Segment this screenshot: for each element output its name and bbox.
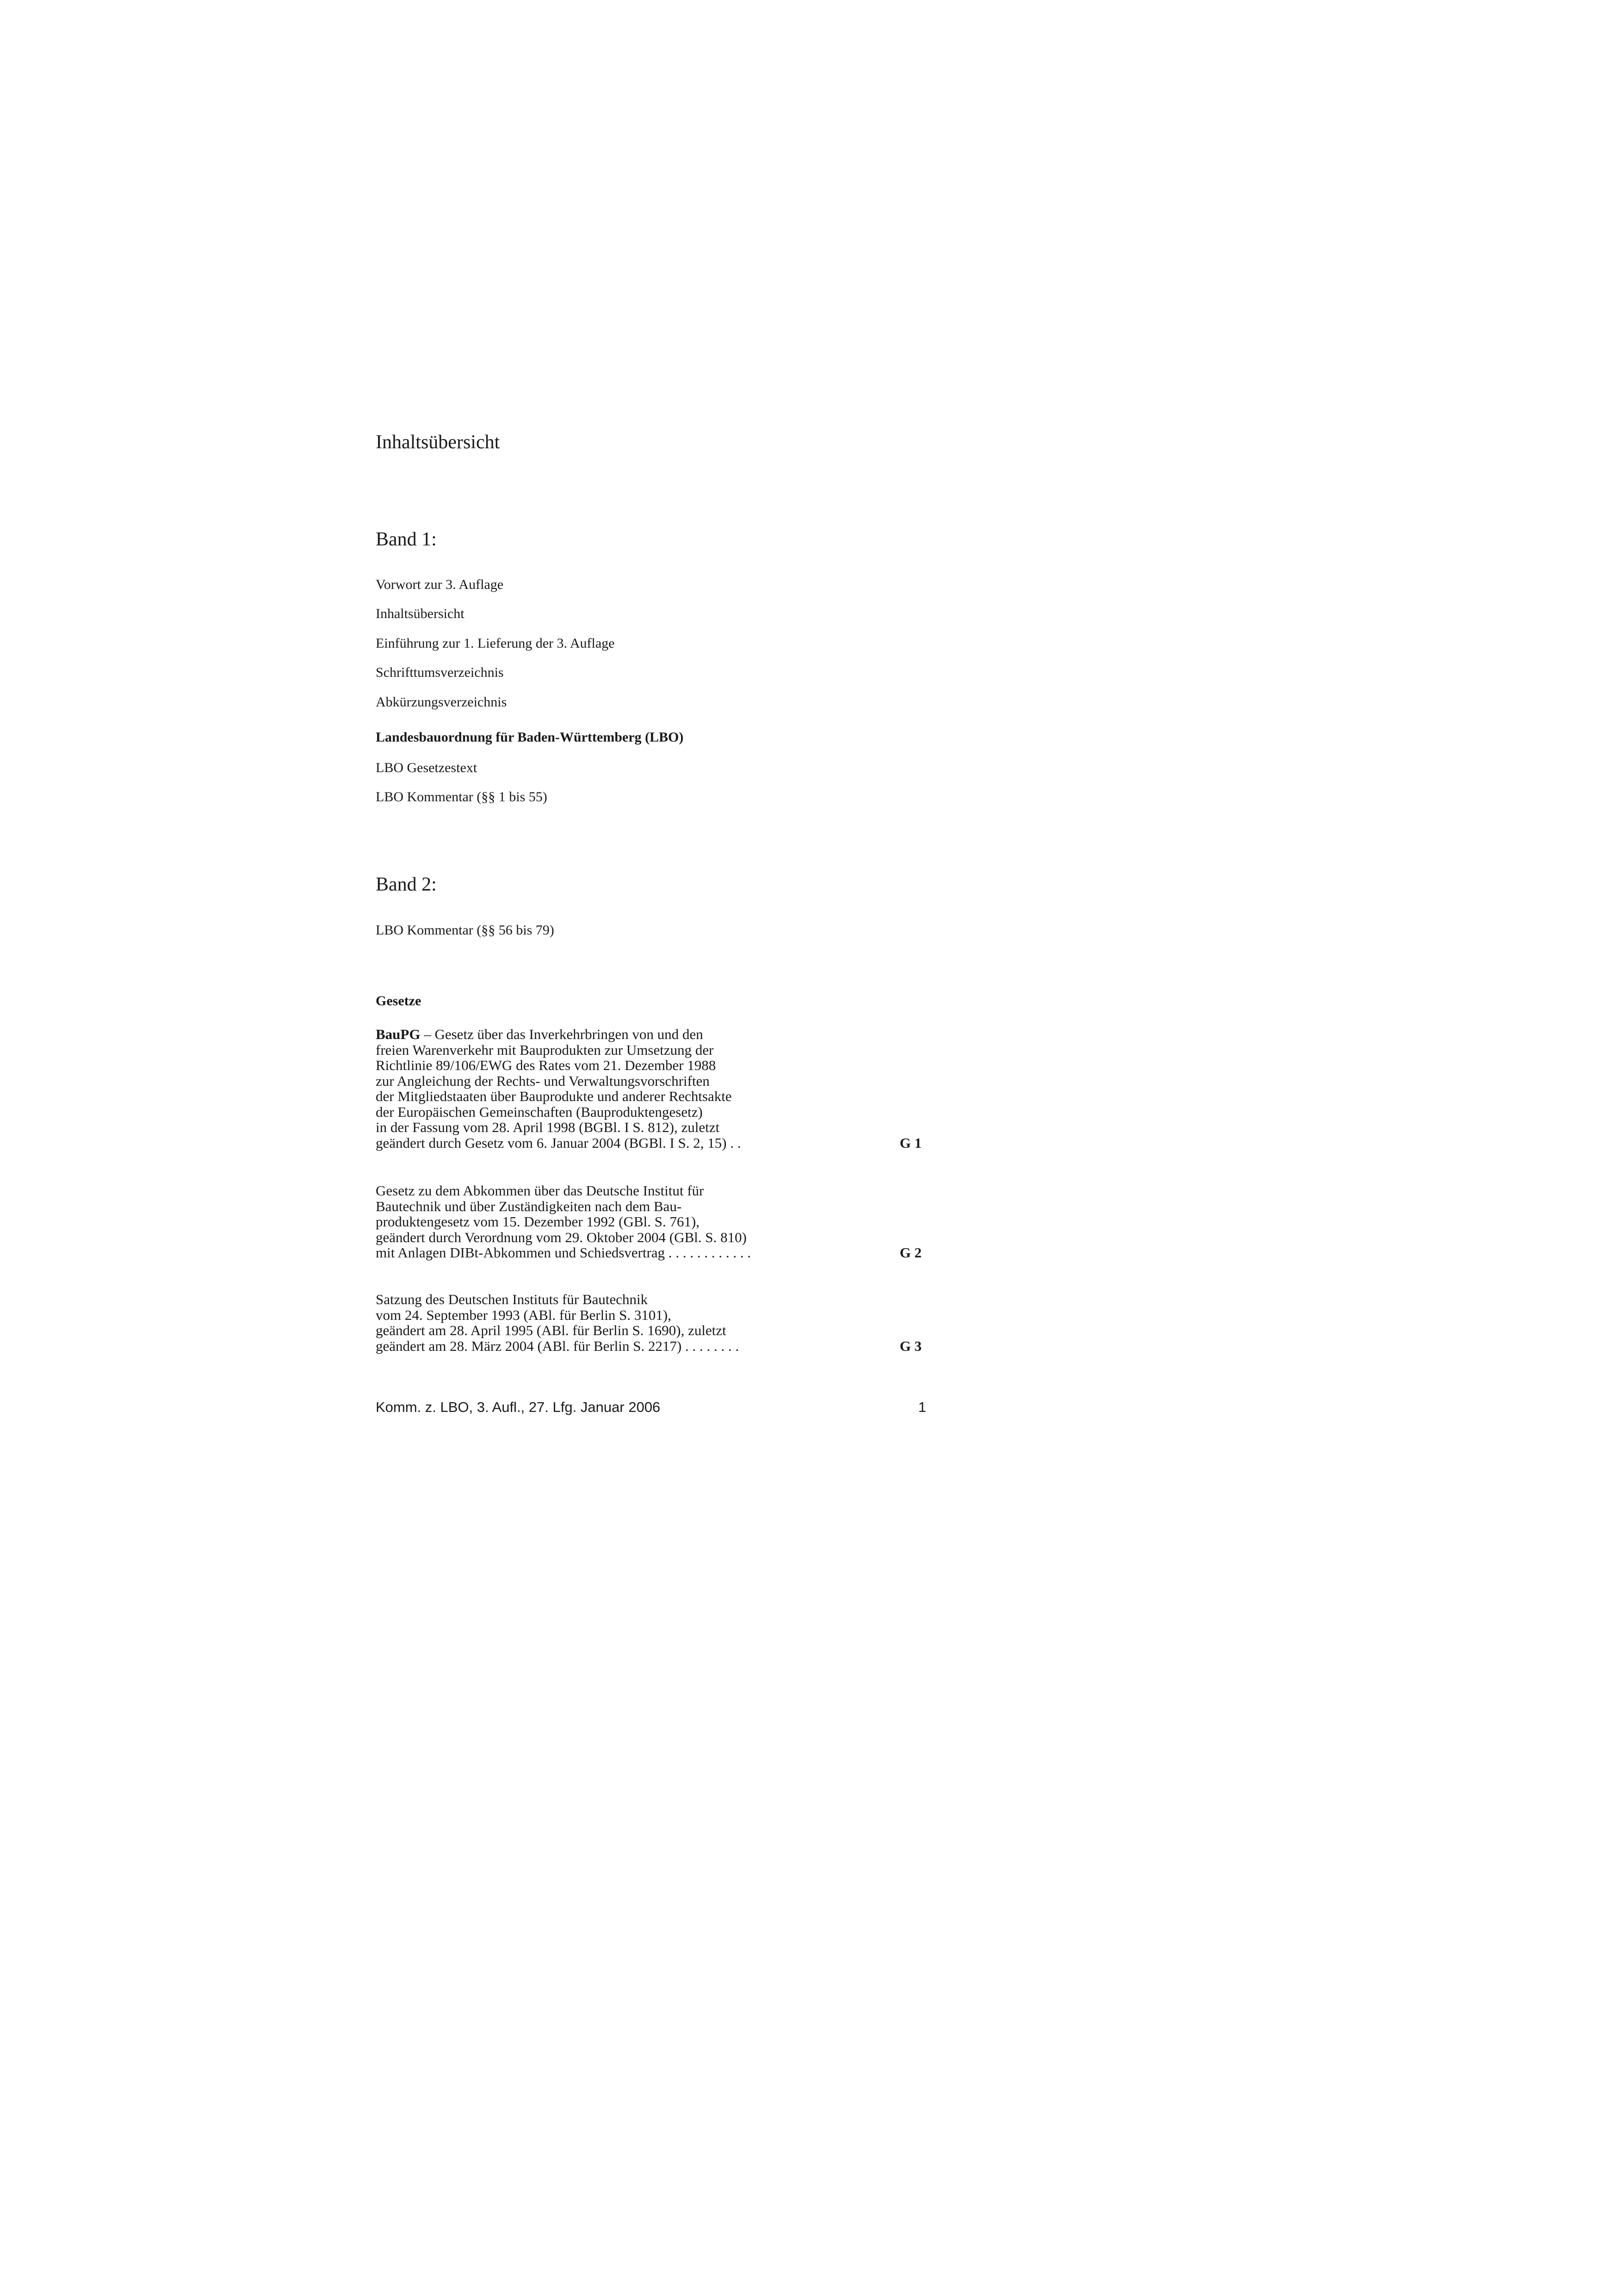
entry-line-text: – Gesetz über das Inverkehrbringen von und den <box>420 1026 703 1042</box>
entry-line <box>376 1135 922 1151</box>
page-number: 1 <box>918 1399 926 1415</box>
entry-line-text: geändert durch Gesetz vom 6. Januar 2004 (BGBl. I S. 2, 15) . . <box>376 1134 741 1151</box>
toc-item: Einführung zur 1. Lieferung der 3. Auflage <box>376 636 615 651</box>
entry-reference: G 3 <box>899 1337 922 1354</box>
toc-item: LBO Kommentar (§§ 1 bis 55) <box>376 789 547 805</box>
toc-item: LBO Gesetzestext <box>376 760 477 775</box>
toc-item: Schrifttumsverzeichnis <box>376 665 504 680</box>
document-page <box>376 0 926 2296</box>
entry-line: Bautechnik und über Zuständigkeiten nach dem Bau- <box>376 1198 682 1214</box>
entry-line <box>376 1027 922 1042</box>
toc-item: LBO Kommentar (§§ 56 bis 79) <box>376 922 554 938</box>
entry-line: zur Angleichung der Rechts- und Verwaltungsvorschriften <box>376 1072 710 1089</box>
entry-line: produktengesetz vom 15. Dezember 1992 (GBl. S. 761), <box>376 1213 700 1230</box>
entry-line: Richtlinie 89/106/EWG des Rates vom 21. Dezember 1988 <box>376 1057 716 1073</box>
entry-line-text: geändert am 28. März 2004 (ABl. für Berlin S. 2217) . . . . . . . . <box>376 1337 739 1354</box>
entry-line: geändert durch Verordnung vom 29. Oktober 2004 (GBl. S. 810) <box>376 1229 747 1245</box>
entry-reference: G 1 <box>899 1134 922 1151</box>
entry-line: geändert am 28. April 1995 (ABl. für Berlin S. 1690), zuletzt <box>376 1322 726 1338</box>
entry-lead: BauPG <box>376 1026 421 1042</box>
toc-item: Vorwort zur 3. Auflage <box>376 577 504 592</box>
gesetze-entry-baupg <box>376 1027 922 1151</box>
toc-item: Inhaltsübersicht <box>376 606 465 621</box>
entry-reference: G 2 <box>899 1244 922 1261</box>
band-2-heading: Band 2: <box>376 874 437 895</box>
toc-item: Abkürzungsverzeichnis <box>376 694 507 710</box>
entry-line: der Mitgliedstaaten über Bauprodukte und anderer Rechtsakte <box>376 1088 732 1104</box>
band-1-heading: Band 1: <box>376 529 437 550</box>
lbo-section-title: Landesbauordnung für Baden-Württemberg (LBO) <box>376 730 684 745</box>
gesetze-entry-dibt-abkommen <box>376 1183 922 1261</box>
entry-line: Satzung des Deutschen Instituts für Bautechnik <box>376 1291 648 1307</box>
page-title: Inhaltsübersicht <box>376 432 500 453</box>
entry-line: vom 24. September 1993 (ABl. für Berlin S. 3101), <box>376 1306 671 1323</box>
entry-line-text: mit Anlagen DIBt-Abkommen und Schiedsvertrag . . . . . . . . . . . . <box>376 1244 751 1261</box>
entry-line: freien Warenverkehr mit Bauprodukten zur Umsetzung der <box>376 1041 714 1058</box>
gesetze-heading: Gesetze <box>376 993 421 1009</box>
gesetze-entry-dibt-satzung <box>376 1292 922 1354</box>
entry-line: der Europäischen Gemeinschaften (Bauproduktengesetz) <box>376 1103 703 1120</box>
entry-line <box>376 1245 922 1261</box>
entry-line: in der Fassung vom 28. April 1998 (BGBl. I S. 812), zuletzt <box>376 1119 720 1135</box>
entry-line <box>376 1338 922 1354</box>
footer-edition-info: Komm. z. LBO, 3. Aufl., 27. Lfg. Januar 2006 <box>376 1399 661 1415</box>
entry-line: Gesetz zu dem Abkommen über das Deutsche Institut für <box>376 1182 704 1199</box>
